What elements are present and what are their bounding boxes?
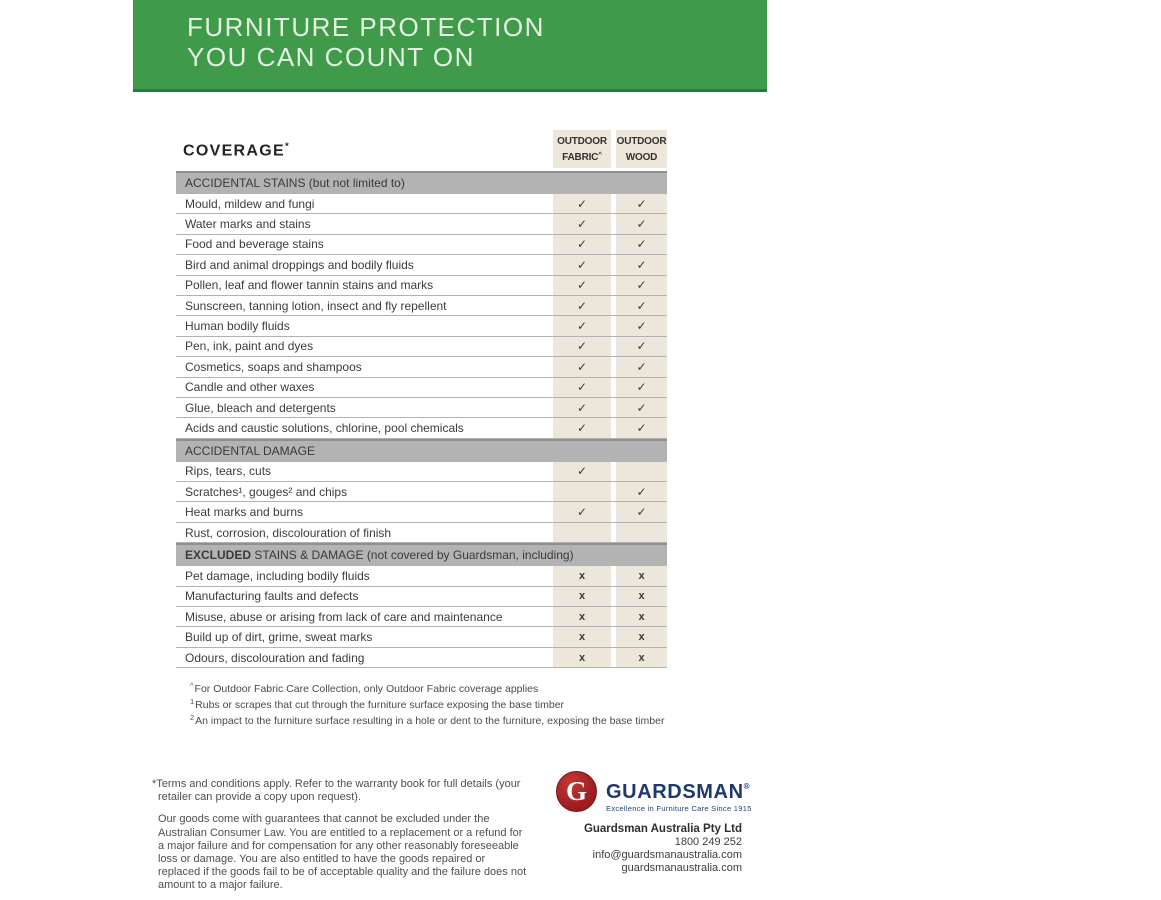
row-label: Rips, tears, cuts <box>185 464 272 479</box>
covered-check-mark: ✓ <box>553 316 611 335</box>
contact-block <box>584 823 742 875</box>
table-row <box>176 566 667 586</box>
section-header-bar <box>176 171 667 194</box>
table-row <box>176 235 667 255</box>
covered-check-mark: ✓ <box>616 337 667 356</box>
excluded-x-mark: x <box>616 587 667 606</box>
footnotes-block <box>190 680 664 727</box>
excluded-x-mark: x <box>553 587 611 606</box>
coverage-heading-asterisk: * <box>284 141 291 152</box>
table-row <box>176 276 667 296</box>
covered-check-mark: ✓ <box>616 194 667 213</box>
registered-mark: ® <box>743 782 751 791</box>
row-label: Cosmetics, soaps and shampoos <box>185 359 362 374</box>
row-label: Food and beverage stains <box>185 237 324 252</box>
guardsman-g-badge-icon: G <box>556 771 597 812</box>
covered-check-mark: ✓ <box>553 194 611 213</box>
row-label: Sunscreen, tanning lotion, insect and fly repellent <box>185 298 447 313</box>
table-row <box>176 296 667 316</box>
covered-check-mark: ✓ <box>553 255 611 274</box>
section-header-bar <box>176 543 667 566</box>
company-name: Guardsman Australia Pty Ltd <box>583 823 742 835</box>
covered-check-mark: ✓ <box>616 378 667 397</box>
footnote-line <box>190 712 664 728</box>
covered-check-mark: ✓ <box>553 276 611 295</box>
covered-check-mark: ✓ <box>616 276 667 295</box>
row-label: Manufacturing faults and defects <box>185 589 359 604</box>
covered-check-mark: ✓ <box>553 357 611 376</box>
covered-check-mark: ✓ <box>616 398 667 417</box>
covered-check-mark: ✓ <box>553 296 611 315</box>
header-banner <box>133 0 767 92</box>
column-header-line2: WOOD <box>625 151 658 163</box>
footnote-line <box>190 696 664 712</box>
covered-check-mark: ✓ <box>616 296 667 315</box>
terms-paragraph <box>152 778 530 804</box>
column-header-line1: OUTDOOR <box>557 136 607 147</box>
excluded-x-mark: x <box>553 607 611 626</box>
table-row <box>176 194 667 214</box>
banner-title-line1: FURNITURE PROTECTION <box>187 12 545 42</box>
phone-number: 1800 249 252 <box>674 836 742 848</box>
column-header-outdoor-wood <box>616 130 667 168</box>
coverage-heading-text: COVERAGE <box>183 142 285 160</box>
footnote-line <box>190 680 664 696</box>
row-label: Acids and caustic solutions, chlorine, pool chemicals <box>185 420 464 435</box>
covered-check-mark: ✓ <box>553 462 611 481</box>
column-header-line1: OUTDOOR <box>616 136 667 147</box>
row-label: Rust, corrosion, discolouration of finish <box>185 525 392 540</box>
footnote-text: Rubs or scrapes that cut through the furniture surface exposing the base timber <box>195 698 565 711</box>
table-row <box>176 523 667 543</box>
banner-title-line2: YOU CAN COUNT ON <box>187 42 475 72</box>
row-label: Candle and other waxes <box>185 380 315 395</box>
covered-check-mark: ✓ <box>616 316 667 335</box>
covered-check-mark: ✓ <box>616 482 667 501</box>
coverage-table <box>176 171 667 668</box>
fabric-footnote-marker: ^ <box>598 150 602 158</box>
covered-check-mark: ✓ <box>616 418 667 437</box>
section-header-text: ACCIDENTAL DAMAGE <box>185 443 316 458</box>
covered-check-mark: ✓ <box>553 214 611 233</box>
logo-tagline: Excellence in Furniture Care Since 1915 <box>606 804 752 813</box>
covered-check-mark: ✓ <box>616 214 667 233</box>
table-row <box>176 214 667 234</box>
row-label: Mould, mildew and fungi <box>185 196 315 211</box>
column-header-outdoor-fabric <box>553 130 611 168</box>
table-row <box>176 607 667 627</box>
table-row <box>176 378 667 398</box>
logo-wordmark: GUARDSMAN® <box>606 781 751 803</box>
table-row <box>176 337 667 357</box>
row-label: Build up of dirt, grime, sweat marks <box>185 630 373 645</box>
row-label: Bird and animal droppings and bodily fluids <box>185 257 414 272</box>
column-header-line2: FABRIC^ <box>562 150 602 163</box>
covered-check-mark: ✓ <box>616 255 667 274</box>
excluded-x-mark: x <box>616 607 667 626</box>
covered-check-mark: ✓ <box>553 378 611 397</box>
row-label: Glue, bleach and detergents <box>185 400 336 415</box>
table-row <box>176 462 667 482</box>
excluded-x-mark: x <box>553 627 611 646</box>
covered-check-mark: ✓ <box>553 337 611 356</box>
guardsman-logo <box>556 771 752 813</box>
section-header-text: STAINS & DAMAGE (not covered by Guardsman, including) <box>251 548 574 563</box>
table-row <box>176 627 667 647</box>
empty-mark-cell <box>553 482 611 501</box>
row-label: Heat marks and burns <box>185 505 304 520</box>
table-row <box>176 357 667 377</box>
row-label: Pen, ink, paint and dyes <box>185 339 314 354</box>
website-url: guardsmanaustralia.com <box>621 862 742 874</box>
table-row <box>176 255 667 275</box>
covered-check-mark: ✓ <box>553 235 611 254</box>
terms-text: Terms and conditions apply. Refer to the warranty book for full details (your retailer can provide a copy upon request). <box>156 778 521 804</box>
section-header-text: ACCIDENTAL STAINS (but not limited to) <box>185 176 405 190</box>
row-label: Water marks and stains <box>185 217 311 232</box>
footnote-marker: 1 <box>190 696 195 706</box>
covered-check-mark: ✓ <box>616 235 667 254</box>
terms-asterisk: * <box>152 778 157 790</box>
excluded-x-mark: x <box>553 566 611 585</box>
table-row <box>176 316 667 336</box>
section-header-bar <box>176 439 667 462</box>
footnote-marker: 2 <box>190 712 195 722</box>
row-label: Scratches¹, gouges² and chips <box>185 484 348 499</box>
footnote-text: An impact to the furniture surface resulting in a hole or dent to the furniture, exposing the base timber <box>195 714 665 727</box>
footnote-marker: ^ <box>190 681 194 690</box>
row-label: Odours, discolouration and fading <box>185 650 365 665</box>
covered-check-mark: ✓ <box>616 357 667 376</box>
covered-check-mark: ✓ <box>553 398 611 417</box>
table-row <box>176 418 667 438</box>
section-header-bold: EXCLUDED <box>185 548 252 563</box>
coverage-heading <box>183 141 290 160</box>
table-row <box>176 502 667 522</box>
covered-check-mark: ✓ <box>616 502 667 521</box>
table-row <box>176 648 667 668</box>
logo-text <box>606 771 752 813</box>
footnote-text: For Outdoor Fabric Care Collection, only Outdoor Fabric coverage applies <box>194 683 539 695</box>
row-label: Pollen, leaf and flower tannin stains and marks <box>185 278 434 293</box>
row-label: Misuse, abuse or arising from lack of care and maintenance <box>185 609 503 624</box>
excluded-x-mark: x <box>616 648 667 667</box>
excluded-x-mark: x <box>616 627 667 646</box>
covered-check-mark: ✓ <box>553 418 611 437</box>
empty-mark-cell <box>553 523 611 542</box>
consumer-law-paragraph: Our goods come with guarantees that cannot be excluded under the Australian Consumer Law. You are entitled to a replacement or a refund for a major failure and for compensation for any other reasonably foreseeable loss or damage. You are also entitled to have the goods repaired or replaced if the goods fail to be of acceptable quality and the failure does not amount to a major failure. <box>158 813 527 892</box>
row-label: Human bodily fluids <box>185 319 290 334</box>
row-label: Pet damage, including bodily fluids <box>185 568 370 583</box>
excluded-x-mark: x <box>553 648 611 667</box>
excluded-x-mark: x <box>616 566 667 585</box>
table-row <box>176 398 667 418</box>
table-row <box>176 482 667 502</box>
email-address: info@guardsmanaustralia.com <box>592 849 742 861</box>
terms-block <box>152 778 530 893</box>
empty-mark-cell <box>616 523 667 542</box>
table-row <box>176 587 667 607</box>
covered-check-mark: ✓ <box>553 502 611 521</box>
empty-mark-cell <box>616 462 667 481</box>
